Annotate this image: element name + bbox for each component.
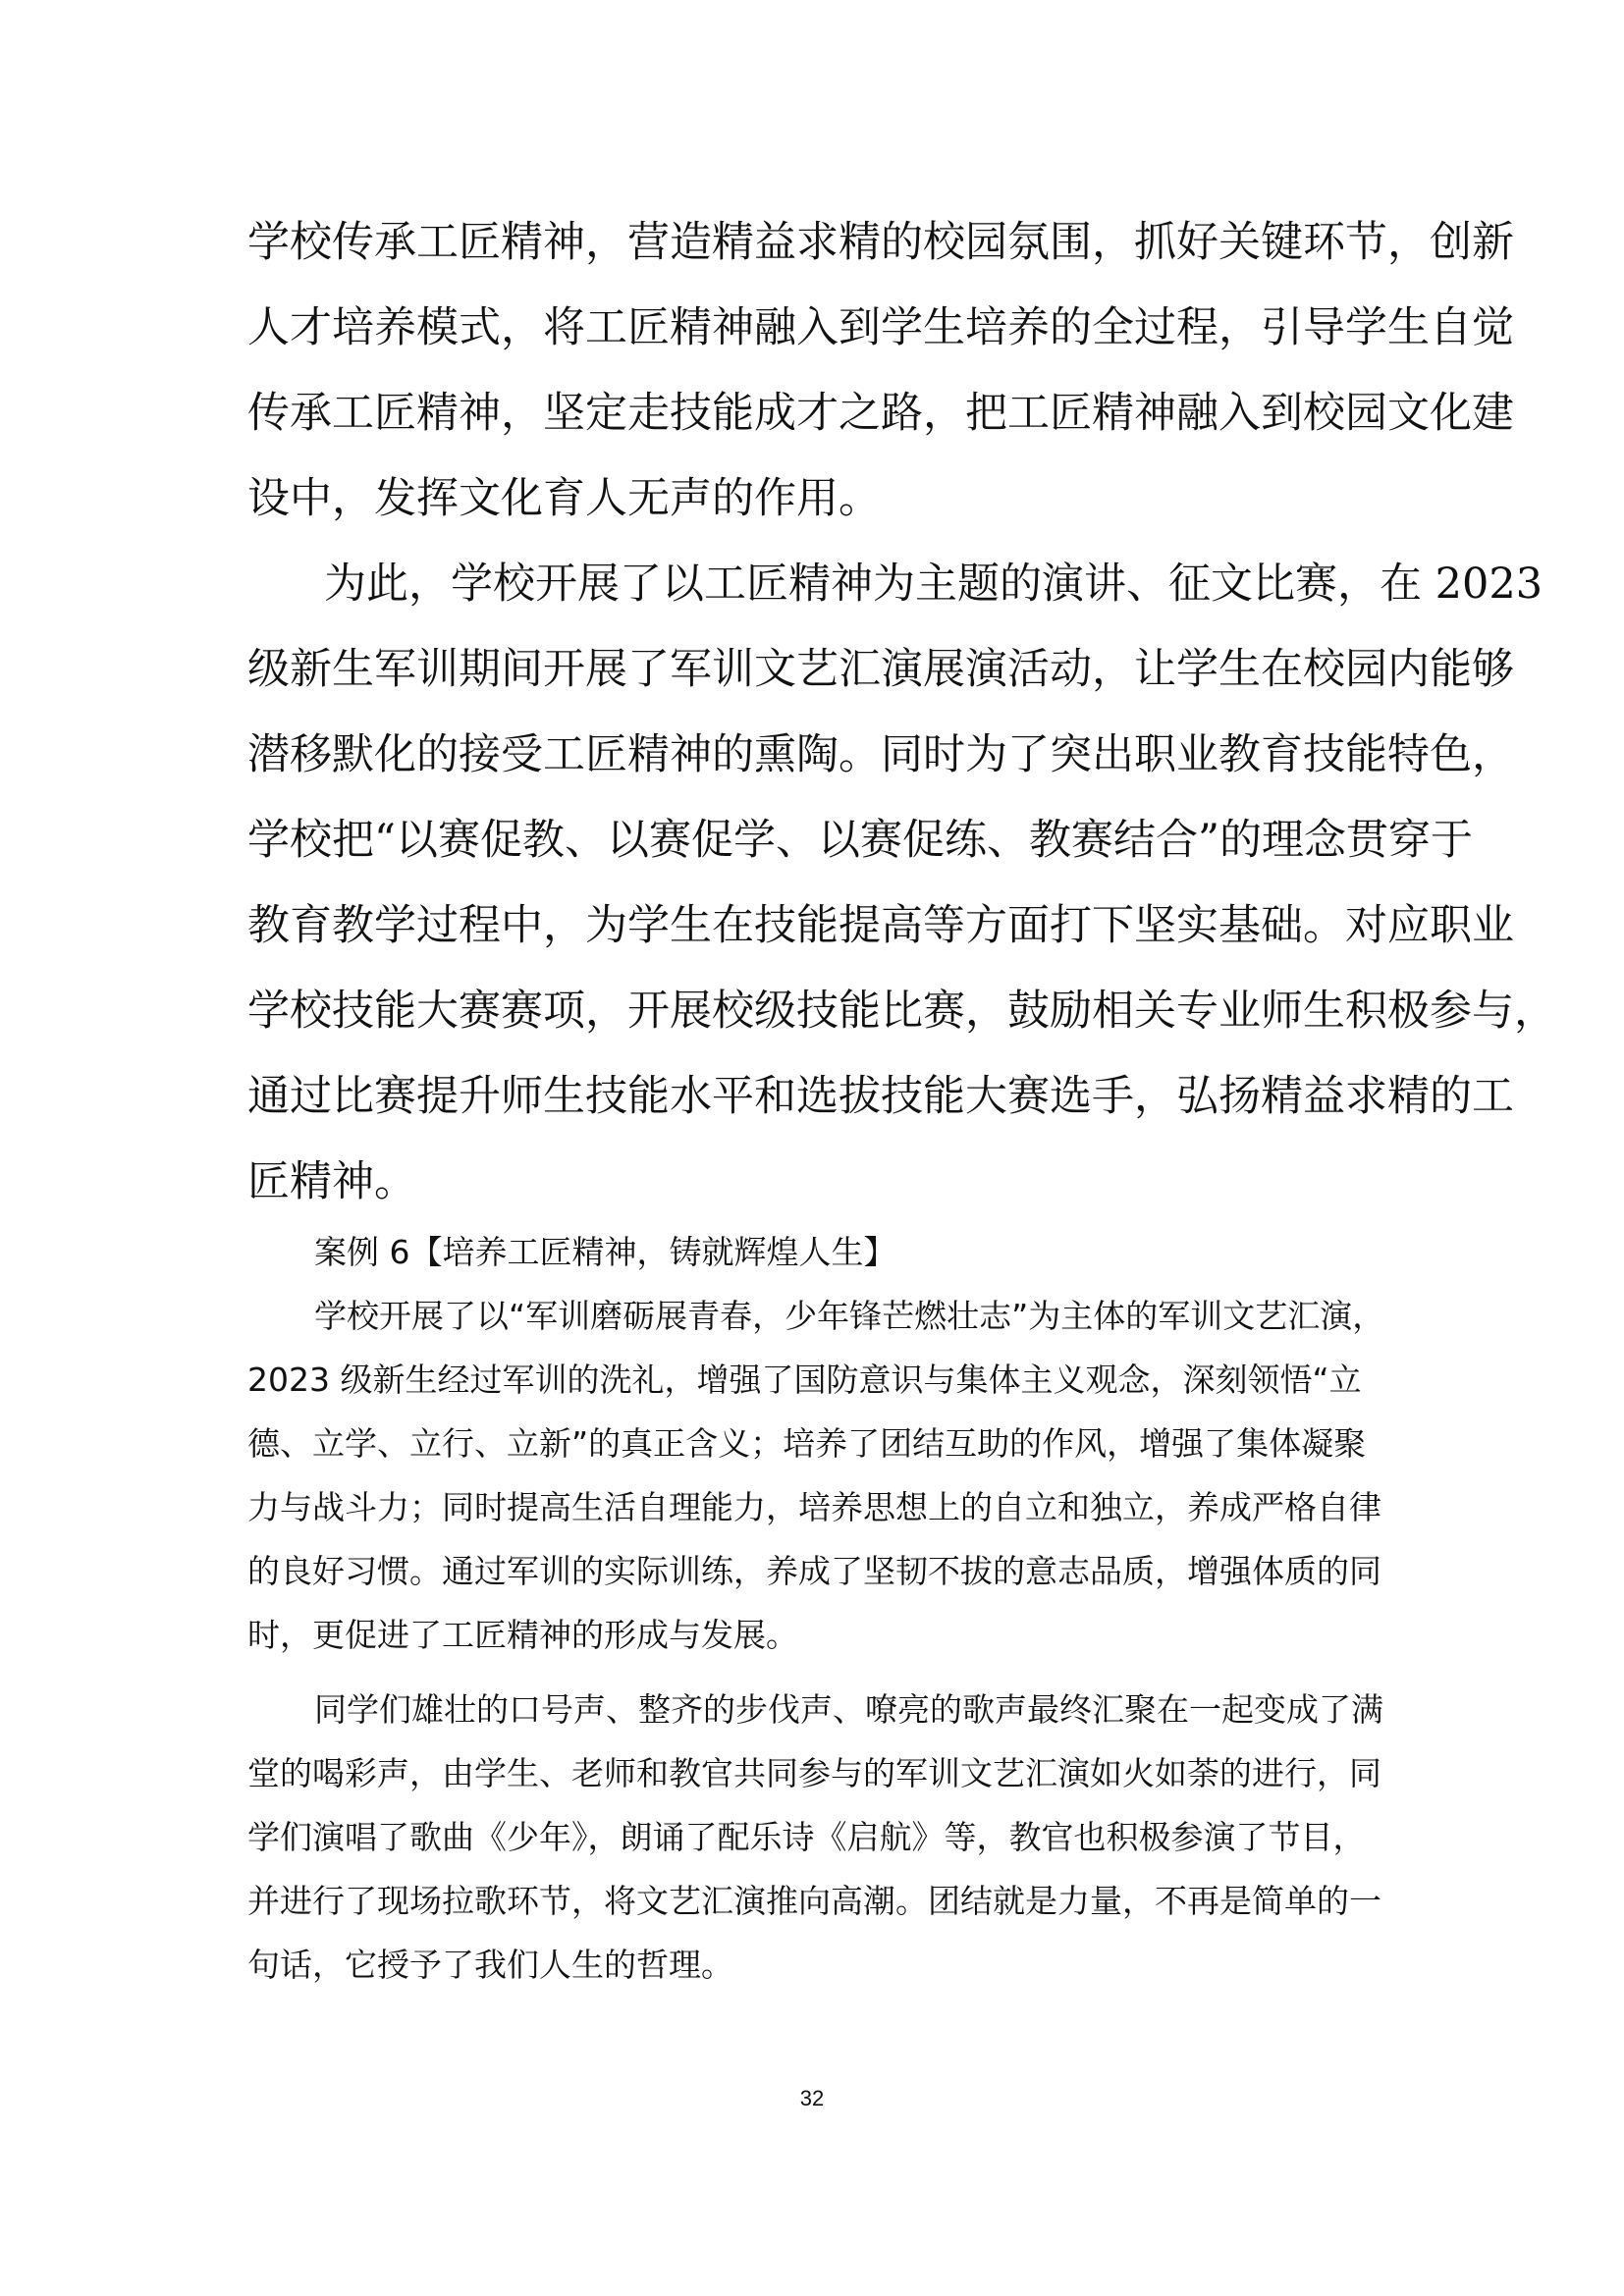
case-text-line: 2023 级新生经过军训的洗礼，增强了国防意识与集体主义观念，深刻领悟“立	[247, 1361, 1362, 1399]
body-text-line: 学校传承工匠精神，营造精益求精的校园氛围，抓好关键环节，创新	[247, 218, 1514, 267]
body-text-line: 级新生军训期间开展了军训文艺汇演展演活动，让学生在校园内能够	[247, 645, 1514, 694]
case-text-line: 学们演唱了歌曲《少年》，朗诵了配乐诗《启航》等，教官也积极参演了节目，	[247, 1818, 1366, 1856]
case-text-line: 德、立学、立行、立新”的真正含义；培养了团结互助的作风，增强了集体凝聚	[247, 1424, 1367, 1463]
case-text-line: 力与战斗力；同时提高生活自理能力，培养思想上的自立和独立，养成严格自律	[247, 1488, 1381, 1526]
case-text-line: 同学们雄壮的口号声、整齐的步伐声、嘹亮的歌声最终汇聚在一起变成了满	[314, 1690, 1383, 1729]
case-heading: 案例 6【培养工匠精神，铸就辉煌人生】	[314, 1233, 896, 1271]
body-text-line: 匠精神。	[247, 1157, 416, 1206]
case-text-line: 句话，它授予了我们人生的哲理。	[247, 1946, 733, 1984]
body-text-line: 教育教学过程中，为学生在技能提高等方面打下坚实基础。对应职业	[247, 901, 1514, 950]
case-text-line: 的良好习惯。通过军训的实际训练，养成了坚韧不拔的意志品质，增强体质的同	[247, 1552, 1381, 1590]
body-text-line: 通过比赛提升师生技能水平和选拔技能大赛选手，弘扬精益求精的工	[247, 1072, 1514, 1121]
body-text-line: 为此，学校开展了以工匠精神为主题的演讲、征文比赛，在 2023	[324, 560, 1543, 609]
body-text-line: 人才培养模式，将工匠精神融入到学生培养的全过程，引导学生自觉	[247, 303, 1514, 352]
body-text-line: 传承工匠精神，坚定走技能成才之路，把工匠精神融入到校园文化建	[247, 389, 1514, 438]
case-text-line: 时，更促进了工匠精神的形成与发展。	[247, 1616, 798, 1654]
body-text-line: 潜移默化的接受工匠精神的熏陶。同时为了突出职业教育技能特色，	[247, 730, 1514, 779]
case-text-line: 并进行了现场拉歌环节，将文艺汇演推向高潮。团结就是力量，不再是简单的一	[247, 1882, 1381, 1920]
case-text-line: 学校开展了以“军训磨砺展青春，少年锋芒燃壮志”为主体的军训文艺汇演，	[314, 1297, 1385, 1335]
case-text-line: 堂的喝彩声，由学生、老师和教官共同参与的军训文艺汇演如火如荼的进行，同	[247, 1754, 1381, 1792]
body-text-line: 学校技能大赛赛项，开展校级技能比赛，鼓励相关专业师生积极参与，	[247, 987, 1556, 1036]
page-number: 32	[799, 2086, 825, 2110]
body-text-line: 设中，发挥文化育人无声的作用。	[247, 474, 881, 523]
body-text-line: 学校把“以赛促教、以赛促学、以赛促练、教赛结合”的理念贯穿于	[247, 816, 1473, 865]
